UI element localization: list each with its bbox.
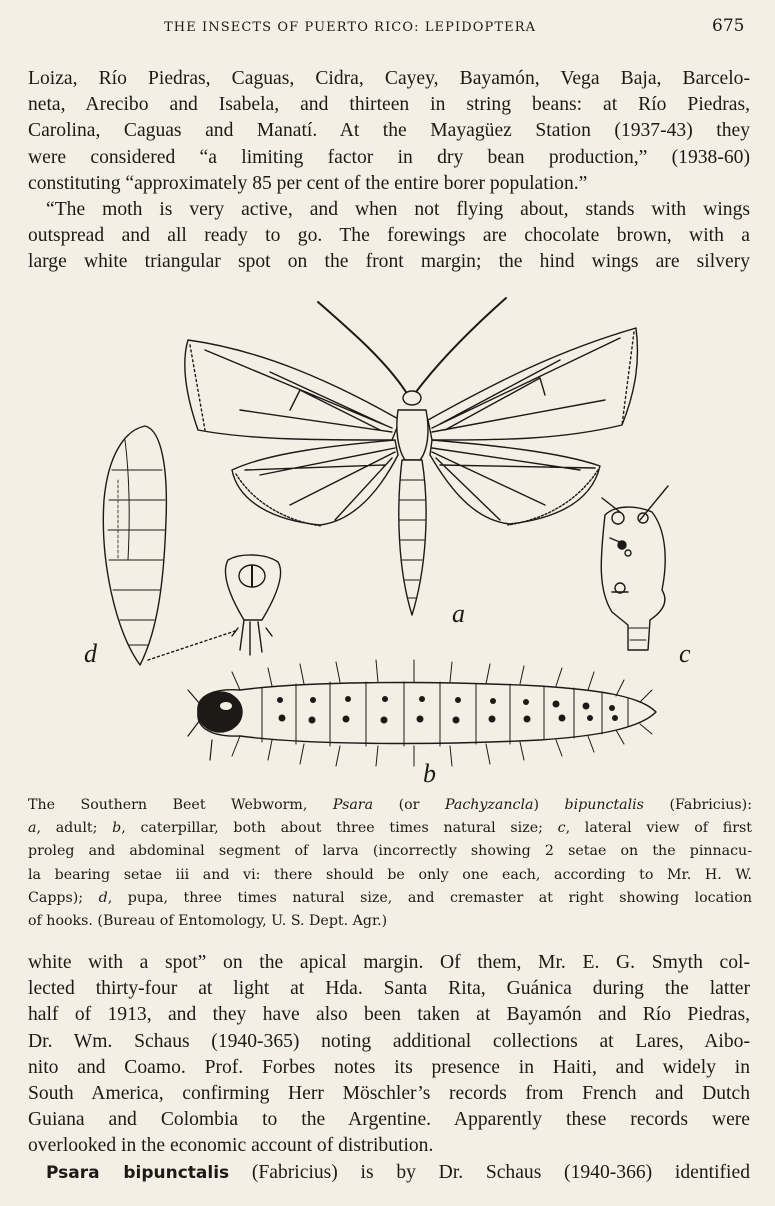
text-line: Guiana and Colombia to the Argentine. Apparently these records were — [28, 1109, 750, 1131]
text-line: “The moth is very active, and when not flying about, stands with wings — [46, 199, 750, 220]
text-line: Carolina, Caguas and Manatí. At the Mayagüez Station (1937-43) they — [28, 120, 750, 142]
figure-label-a: a — [452, 599, 465, 628]
paragraph-3 — [28, 950, 750, 1160]
figure-label-b: b — [423, 759, 436, 788]
caption-line: Capps); d, pupa, three times natural size, and cremaster at right showing location — [28, 889, 752, 906]
text-line: half of 1913, and they have also been taken at Bayamón and Río Piedras, — [28, 1004, 750, 1026]
caption-line: a, adult; b, caterpillar, both about three times natural size; c, lateral view of first — [28, 820, 752, 837]
caption-line: la bearing setae iii and vi: there should be only one each, according to Mr. H. W. — [28, 866, 752, 883]
text-line: Psara bipunctalis (Fabricius) is by Dr. Schaus (1940-366) identified — [46, 1162, 750, 1183]
text-line: neta, Arecibo and Isabela, and thirteen in string beans: at Río Piedras, — [28, 94, 750, 116]
paragraph-4 — [28, 1160, 750, 1186]
proleg-segment-drawing — [601, 486, 668, 650]
text-line: constituting “approximately 85 per cent of the entire borer population.” — [28, 172, 588, 194]
text-line: were considered “a limiting factor in dry bean production,” (1938-60) — [28, 146, 750, 168]
species-name: Psara bipunctalis — [46, 1163, 230, 1183]
caption-line: The Southern Beet Webworm, Psara (or Pachyzancla) bipunctalis (Fabricius): — [28, 797, 752, 813]
caption-line: proleg and abdominal segment of larva (incorrectly showing 2 setae on the pinnacu- — [28, 843, 752, 860]
figure-label-c: c — [679, 639, 691, 668]
page-number: 675 — [712, 16, 745, 36]
caption-line: of hooks. (Bureau of Entomology, U. S. Dept. Agr.) — [28, 913, 388, 930]
text-line: overlooked in the economic account of distribution. — [28, 1135, 434, 1157]
text-line: outspread and all ready to go. The forewings are chocolate brown, with a — [28, 225, 750, 247]
text-line: lected thirty-four at light at Hda. Santa Rita, Guánica during the latter — [28, 978, 750, 1000]
figure-label-d: d — [84, 639, 97, 668]
running-title: THE INSECTS OF PUERTO RICO: LEPIDOPTERA — [164, 20, 537, 35]
figure-caption — [28, 794, 752, 933]
text-line: nito and Coamo. Prof. Forbes notes its presence in Haiti, and widely in — [28, 1056, 750, 1078]
caterpillar-drawing — [188, 660, 656, 766]
text-line: South America, confirming Herr Möschler’s records from French and Dutch — [28, 1083, 750, 1105]
text-line: Dr. Wm. Schaus (1940-365) noting additional collections at Lares, Aibo- — [28, 1030, 750, 1052]
text-line: Loiza, Río Piedras, Caguas, Cidra, Cayey, Bayamón, Vega Baja, Barcelo- — [28, 68, 750, 89]
text-line: large white triangular spot on the front margin; the hind wings are silvery — [28, 251, 750, 273]
text-line: white with a spot” on the apical margin. Of them, Mr. E. G. Smyth col- — [28, 952, 750, 973]
